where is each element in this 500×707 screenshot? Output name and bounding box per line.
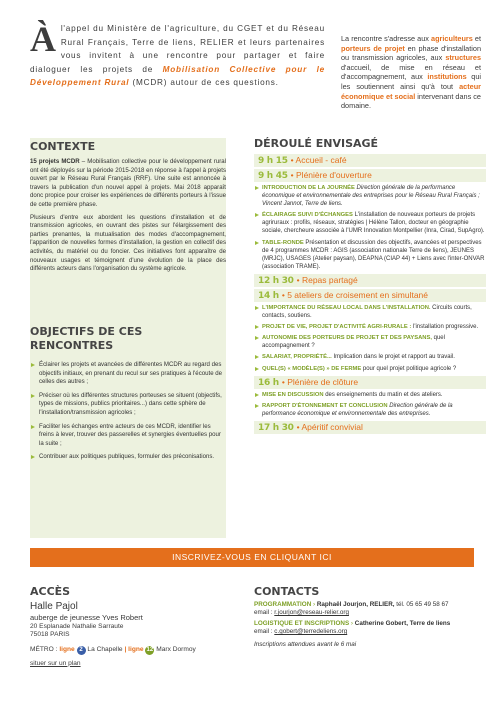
contexte-paragraph-1 bbox=[30, 158, 226, 210]
audience-text: en phase d'installation ou transmission agricoles, aux bbox=[341, 43, 482, 63]
item-text: Circuits courts, contacts, soutiens. bbox=[262, 304, 472, 320]
list-item: Faciliter les échanges entre acteurs de ces MCDR, identifier les freins à lever, trouver des passerelles et synergies éventuelles pour la suite ; bbox=[30, 423, 226, 449]
audience-text: qui les soutiennent ainsi qu'à tout bbox=[341, 72, 482, 91]
contexte-text: – Mobilisation collective pour le développement rural ont été déployés sur la période 2015-2018 en réponse à l'appel à projets ouvert par le Réseau Rural Français (RRF). Une suite est annoncée à travers la publication d'un nouvel appel à projets. Mai 2018 apparaît donc propice pour croiser les expériences de différents porteurs à l'issue de cette première phase. bbox=[30, 158, 226, 208]
item-tag: MISE EN DISCUSSION bbox=[262, 391, 324, 398]
item-text: Présentation et discussion des objectifs, avancées et perspectives de 4 programmes MCDR : AGIS (association nationale Terre de liens), JEUNES (MRJC), USAGES (Atelier paysan), DEAPNA (CIAP 44) + Liens avec l'inter-ONVAR (association TRAME). bbox=[262, 239, 485, 270]
atelier-item bbox=[254, 304, 486, 320]
time-slot bbox=[254, 154, 486, 167]
contexte-body bbox=[30, 158, 226, 278]
contexte-paragraph-2: Plusieurs d'entre eux abordent les questions d'installation et de transmission agricoles, en ouvrant des pistes sur l'élargissement des parties prenantes, la mutualisation des modes d'accompagnement, l'apparition de nouvelles formes d'installation, la gestion en collectif des activités, du matériel ou du foncier. Ces initiatives font apparaître de nouveaux usages et témoignent d'une évolution de la place des différents acteurs dans l'organisation du système agricole. bbox=[30, 213, 226, 273]
venue-address-line: 20 Esplanade Nathalie Sarraute bbox=[30, 623, 124, 630]
list-item: Préciser où les différentes structures porteuses se situent (objectifs, types de missions, publics prioritaires...) dans cette sphère de l'installation/transmission agricoles ; bbox=[30, 392, 226, 418]
logistique-contact bbox=[254, 620, 486, 628]
register-button[interactable]: INSCRIVEZ-VOUS EN CLIQUANT ICI bbox=[30, 548, 474, 567]
contact-label: LOGISTIQUE ET INSCRIPTIONS bbox=[254, 619, 350, 627]
metro-line-2-icon: 2 bbox=[77, 646, 86, 655]
programme-item bbox=[254, 211, 486, 235]
slot-time: 16 h bbox=[258, 377, 279, 388]
contacts-section bbox=[254, 585, 486, 648]
left-column bbox=[30, 138, 226, 538]
slot-time: 12 h 30 bbox=[258, 275, 294, 286]
metro-info bbox=[30, 646, 230, 655]
audience-highlight: porteurs de projet bbox=[341, 43, 405, 53]
cloture-item bbox=[254, 391, 486, 399]
email-label: email : bbox=[254, 609, 273, 617]
slot-time: 9 h 15 bbox=[258, 156, 288, 166]
slot-label: • Accueil - café bbox=[290, 155, 347, 165]
programmation-contact bbox=[254, 601, 486, 609]
atelier-item bbox=[254, 323, 486, 331]
audience-highlight: institutions bbox=[427, 72, 467, 82]
programme-title: DÉROULÉ ENVISAGÉ bbox=[254, 137, 379, 150]
audience-text: La rencontre s'adresse aux bbox=[341, 34, 429, 43]
intro-text-1: l'appel du Ministère de l'agriculture, du CGET et du Réseau Rural Français, Terre de liens, RELIER et leurs partenaires vous invitent à une rencontre pour partager et faire dialoguer les projets de bbox=[30, 24, 325, 74]
programmation-email bbox=[254, 609, 486, 617]
slot-label: • Plénière d'ouverture bbox=[290, 170, 372, 180]
deadline-note: Inscriptions attendues avant le 6 mai bbox=[254, 640, 357, 648]
slot-time: 17 h 30 bbox=[258, 422, 294, 433]
objectifs-title bbox=[30, 325, 142, 353]
audience-highlight: agriculteurs bbox=[431, 34, 473, 43]
separator: | bbox=[124, 645, 127, 653]
slot-time: 14 h bbox=[258, 290, 279, 301]
item-text: L'installation de nouveaux porteurs de projets agriruraux : profils, réseaux, stratégies | Hélène Tallon, docteur en géographie sociale, chercheure associée à l'UMR Innovation Montpellier (Inra, Cirad, SupAgro). bbox=[262, 212, 485, 235]
contact-label: PROGRAMMATION bbox=[254, 601, 312, 608]
programme-item bbox=[254, 239, 486, 271]
metro-label: MÉTRO : bbox=[30, 645, 58, 653]
slot-label: • Apéritif convivial bbox=[296, 421, 363, 432]
list-item: Contribuer aux politiques publiques, formuler des préconisations. bbox=[30, 453, 226, 462]
contexte-title: CONTEXTE bbox=[30, 140, 96, 153]
contacts-title: CONTACTS bbox=[254, 585, 320, 598]
item-tag: AUTONOMIE DES PORTEURS DE PROJET ET DES PAYSANS, bbox=[262, 335, 432, 342]
email-link[interactable]: c.gobert@terredeliens.org bbox=[274, 628, 348, 636]
contact-name: Raphaël Jourjon, RELIER, bbox=[316, 601, 395, 608]
item-tag: RAPPORT D'ÉTONNEMENT ET CONCLUSION bbox=[262, 402, 388, 409]
item-text: des enseignements du matin et des ateliers. bbox=[323, 391, 443, 398]
slot-label: • Plénière de clôture bbox=[281, 376, 359, 387]
time-slot bbox=[254, 376, 486, 389]
time-slot bbox=[254, 169, 486, 182]
list-item: Éclairer les projets et avancées de différentes MCDR au regard des objectifs initiaux, en prenant du recul sur ses pratiques à l'écoute de celles des autres ; bbox=[30, 361, 226, 387]
audience-paragraph bbox=[341, 34, 481, 111]
atelier-item bbox=[254, 365, 486, 373]
acces-section bbox=[30, 585, 230, 667]
email-link[interactable]: r.jourjon@reseau-relier.org bbox=[274, 609, 349, 617]
contact-phone: tél. 05 65 49 58 67 bbox=[396, 601, 449, 608]
arrow-icon: › bbox=[350, 619, 354, 627]
intro-highlight: Mobilisation Collective pour le Développement Rural bbox=[30, 64, 325, 88]
programme-item bbox=[254, 184, 486, 208]
contact-name: Catherine Gobert, Terre de liens bbox=[354, 619, 451, 627]
map-link[interactable]: situer sur un plan bbox=[30, 659, 81, 667]
item-tag: TABLE-RONDE bbox=[262, 239, 304, 246]
acces-title: ACCÈS bbox=[30, 585, 71, 598]
item-tag: INTRODUCTION DE LA JOURNÉE bbox=[262, 185, 355, 191]
programme-section bbox=[254, 137, 486, 436]
item-text: quel accompagnement ? bbox=[262, 335, 445, 350]
item-text: Implication dans le projet et rapport au travail. bbox=[331, 354, 455, 361]
item-tag: ÉCLAIRAGE SUIVI D'ÉCHANGES bbox=[262, 212, 353, 219]
email-label: email : bbox=[254, 628, 273, 636]
intro-paragraph bbox=[30, 19, 325, 90]
objectifs-title-line: OBJECTIFS DE CES bbox=[30, 325, 143, 338]
atelier-item bbox=[254, 353, 486, 361]
logistique-email bbox=[254, 628, 486, 636]
time-slot bbox=[254, 421, 486, 434]
item-text: l'installation progressive. bbox=[411, 324, 479, 331]
venue-address-line: 75018 PARIS bbox=[30, 631, 70, 639]
audience-highlight: structures bbox=[445, 53, 481, 63]
slot-label: • Repas partagé bbox=[296, 274, 358, 285]
audience-text: d'accueil, de mise en réseau et d'accompagnement, aux bbox=[341, 62, 481, 82]
item-tag: QUEL(S) « MODÈLE(S) » DE FERME bbox=[262, 365, 362, 372]
ligne-label: ligne bbox=[59, 645, 75, 653]
objectifs-list bbox=[30, 361, 226, 467]
item-tag: SALARIAT, PROPRIÉTÉ... bbox=[262, 354, 332, 361]
metro-line-12-icon: 12 bbox=[146, 646, 154, 653]
item-tag: PROJET DE VIE, PROJET D'ACTIVITÉ AGRI-RURALE : bbox=[262, 324, 412, 331]
objectifs-title-line: RENCONTRES bbox=[30, 339, 114, 352]
item-text: Direction générale de la performance économique et environnementale des entreprises. bbox=[262, 402, 453, 417]
audience-highlight: acteur économique et social bbox=[341, 81, 481, 101]
audience-text: intervenant dans ce domaine. bbox=[341, 91, 481, 111]
metro-station: Marx Dormoy bbox=[156, 645, 196, 653]
metro-station: La Chapelle bbox=[87, 645, 123, 653]
item-tag: L'IMPORTANCE DU RÉSEAU LOCAL DANS L'INSTALLATION. bbox=[262, 304, 431, 311]
intro-text-2: (MCDR) autour de ces questions. bbox=[132, 78, 279, 88]
atelier-item bbox=[254, 334, 486, 350]
contexte-lead: 15 projets MCDR bbox=[30, 158, 80, 165]
item-text: pour quel projet politique agricole ? bbox=[361, 365, 457, 372]
time-slot bbox=[254, 274, 486, 287]
item-text: Direction générale de la performance économique et environnementale des entreprises pour le Réseau Rural Français ; Vincent Jannot, Terre de liens. bbox=[262, 185, 480, 208]
audience-text: et bbox=[474, 34, 482, 43]
arrow-icon: › bbox=[313, 601, 316, 608]
venue-name: Halle Pajol bbox=[30, 601, 78, 612]
ligne-label: ligne bbox=[128, 645, 144, 653]
time-slot bbox=[254, 289, 486, 302]
cloture-item bbox=[254, 402, 486, 418]
slot-time: 9 h 45 bbox=[258, 171, 288, 181]
slot-label: • 5 ateliers de croisement en simultané bbox=[281, 289, 429, 300]
venue-subtitle: auberge de jeunesse Yves Robert bbox=[30, 613, 143, 622]
dropcap: À bbox=[30, 19, 57, 59]
